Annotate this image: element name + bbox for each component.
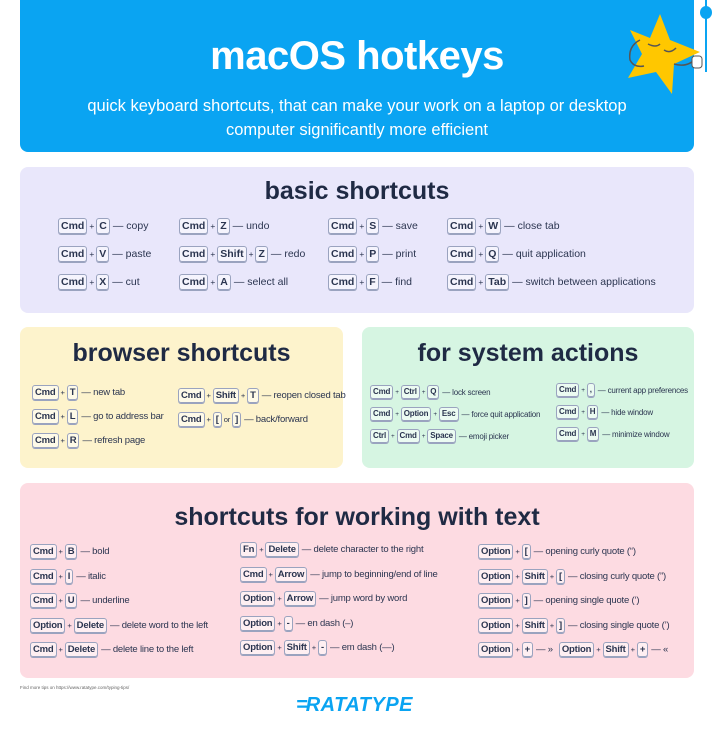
key-cap: U	[65, 593, 78, 608]
key-cap: Ctrl	[370, 429, 389, 443]
key-cap: ]	[232, 412, 241, 427]
plus-sign: +	[58, 596, 63, 605]
plus-sign: +	[60, 412, 65, 421]
key-cap: Option	[240, 616, 275, 631]
key-cap: Cmd	[328, 246, 357, 262]
plus-sign: +	[515, 620, 520, 630]
key-cap: V	[96, 246, 109, 262]
key-cap: Option	[478, 618, 513, 633]
key-cap: Cmd	[328, 218, 357, 234]
shortcut-item	[179, 274, 305, 290]
shortcut-item	[478, 618, 669, 633]
key-cap: Space	[427, 429, 456, 443]
key-cap: Cmd	[178, 388, 205, 403]
shortcut-item	[328, 218, 418, 234]
key-cap: Cmd	[397, 429, 420, 443]
key-cap: B	[65, 544, 78, 559]
key-cap: ]	[556, 618, 565, 633]
shortcut-description: — refresh page	[82, 435, 146, 446]
key-cap: Option	[478, 569, 513, 584]
key-cap: Cmd	[30, 544, 57, 559]
plus-sign: +	[277, 643, 282, 652]
shortcut-description: — reopen closed tab	[261, 390, 346, 401]
key-cap: Z	[217, 218, 229, 234]
or-label: or	[223, 415, 231, 424]
shortcut-item	[179, 246, 305, 262]
shortcut-description: — closing curly quote (”)	[567, 570, 666, 582]
plus-sign: +	[390, 432, 395, 440]
shortcut-description: — en dash (–)	[295, 617, 354, 629]
shortcut-item	[30, 569, 208, 584]
plus-sign: +	[549, 571, 555, 581]
page-title: macOS hotkeys	[210, 34, 504, 78]
plus-sign: +	[395, 410, 399, 418]
section-title: browser shortcuts	[72, 339, 291, 367]
section-title: basic shortcuts	[264, 177, 450, 205]
shortcut-item	[370, 385, 540, 399]
shortcut-description: — select all	[233, 276, 289, 288]
key-cap: +	[637, 642, 648, 657]
text-column	[30, 544, 208, 657]
shortcut-description: — force quit application	[461, 409, 541, 419]
key-cap: F	[366, 274, 378, 290]
key-cap: Q	[427, 385, 439, 399]
shortcut-item	[240, 567, 438, 582]
shortcut-item	[478, 569, 669, 584]
plus-sign: +	[515, 571, 520, 581]
shortcut-item	[240, 591, 438, 606]
key-cap: Cmd	[30, 569, 57, 584]
shortcut-description: — new tab	[81, 387, 125, 398]
key-cap: P	[366, 246, 379, 262]
key-cap: Cmd	[58, 218, 87, 234]
key-cap: T	[67, 385, 79, 400]
shortcut-description: — switch between applications	[512, 276, 656, 288]
system-column	[370, 385, 540, 443]
plus-sign: +	[478, 249, 484, 259]
key-cap: Cmd	[179, 218, 208, 234]
shortcut-description: — opening curly quote (“)	[533, 546, 636, 557]
key-cap: Fn	[240, 542, 257, 557]
shortcut-item	[240, 640, 438, 655]
key-cap: Shift	[284, 640, 310, 655]
key-cap: Cmd	[556, 383, 579, 397]
shortcut-description: — save	[382, 220, 418, 232]
key-cap: Delete	[74, 618, 107, 633]
plus-sign: +	[395, 388, 399, 396]
shortcut-item	[58, 218, 151, 234]
shortcut-item	[58, 246, 151, 262]
key-cap: R	[67, 433, 80, 448]
shortcut-item	[447, 274, 656, 290]
key-cap: Cmd	[30, 593, 57, 608]
text-column	[240, 542, 438, 655]
shortcut-item	[556, 427, 688, 441]
key-cap: Cmd	[556, 427, 579, 441]
plus-sign: +	[421, 388, 426, 396]
key-cap: Cmd	[178, 412, 205, 427]
plus-sign: +	[206, 415, 211, 424]
plus-sign: +	[89, 249, 95, 259]
key-cap: Tab	[485, 274, 509, 290]
key-cap: Shift	[213, 388, 239, 403]
plus-sign: +	[58, 547, 63, 556]
basic-column	[179, 218, 305, 290]
key-cap: Esc	[439, 407, 459, 421]
shortcut-item	[370, 429, 540, 443]
shortcut-item	[32, 433, 164, 448]
shortcut-description: — lock screen	[442, 387, 491, 397]
plus-sign: +	[311, 643, 317, 652]
key-cap: M	[587, 427, 599, 441]
plus-sign: +	[58, 571, 63, 581]
key-cap: Delete	[65, 642, 98, 657]
key-cap: Option	[240, 591, 275, 606]
browser-column	[178, 388, 346, 427]
key-cap: Arrow	[275, 567, 307, 582]
shortcut-description: — jump word by word	[319, 593, 408, 604]
key-cap: Option	[401, 407, 432, 421]
plus-sign: +	[596, 645, 601, 654]
plus-sign: +	[210, 277, 216, 287]
key-cap: A	[217, 274, 231, 290]
shortcut-description: — redo	[270, 248, 306, 260]
shortcut-item	[179, 218, 305, 234]
plus-sign: +	[277, 594, 282, 603]
key-cap: Option	[30, 618, 65, 633]
shortcut-item	[328, 274, 418, 290]
plus-sign: +	[433, 410, 437, 418]
key-cap: T	[247, 388, 259, 403]
key-cap: Q	[485, 246, 499, 262]
shortcut-item	[30, 593, 208, 608]
plus-sign: +	[630, 645, 635, 654]
shortcut-item	[370, 407, 540, 421]
key-cap: W	[485, 218, 501, 234]
key-cap: Shift	[522, 569, 548, 584]
plus-sign: +	[359, 249, 365, 259]
shortcut-item	[32, 409, 164, 424]
plus-sign: +	[359, 277, 365, 287]
shortcut-description: — «	[651, 644, 669, 655]
basic-column	[447, 218, 656, 290]
shortcut-description: — paste	[112, 248, 152, 260]
key-cap: Z	[255, 246, 267, 262]
plus-sign: +	[67, 620, 72, 630]
key-cap: [	[522, 544, 531, 559]
key-cap: Cmd	[328, 274, 357, 290]
shortcut-description: — copy	[112, 220, 149, 232]
plus-sign: +	[210, 221, 216, 231]
plus-sign: +	[60, 436, 65, 445]
key-cap: ]	[522, 593, 531, 608]
plus-sign: +	[259, 545, 264, 554]
star-mascot-icon	[620, 10, 708, 96]
shortcut-item	[30, 618, 208, 633]
key-cap: Option	[478, 642, 513, 657]
system-column	[556, 383, 688, 441]
shortcut-description: — undo	[232, 220, 270, 232]
key-cap: Cmd	[32, 385, 59, 400]
browser-column	[32, 385, 164, 448]
key-cap: S	[366, 218, 379, 234]
shortcut-description: — »	[536, 644, 553, 655]
key-cap: Arrow	[284, 591, 316, 606]
key-cap: Cmd	[370, 385, 393, 399]
key-cap: I	[65, 569, 73, 584]
plus-sign: +	[240, 391, 246, 400]
shortcut-description: — quit application	[502, 248, 586, 260]
shortcut-description: — bold	[80, 546, 110, 557]
plus-sign: +	[515, 645, 520, 654]
key-cap: Delete	[265, 542, 298, 557]
key-cap: Cmd	[447, 218, 476, 234]
key-cap: Shift	[522, 618, 548, 633]
plus-sign: +	[89, 277, 95, 287]
shortcut-description: — underline	[80, 595, 130, 606]
ratatype-logo: =RATATYPE	[296, 694, 414, 716]
shortcut-description: — minimize window	[602, 429, 670, 439]
key-cap: ,	[587, 383, 595, 397]
plus-sign: +	[210, 249, 216, 259]
key-cap: Option	[559, 642, 594, 657]
plus-sign: +	[277, 618, 282, 628]
basic-column	[58, 218, 151, 290]
shortcut-item	[478, 642, 669, 657]
plus-sign: +	[549, 620, 555, 630]
key-cap: Cmd	[240, 567, 267, 582]
plus-sign: +	[60, 388, 65, 397]
key-cap: L	[67, 409, 79, 424]
plus-sign: +	[268, 569, 273, 579]
key-cap: +	[522, 642, 533, 657]
plus-sign: +	[421, 432, 426, 440]
plus-sign: +	[478, 221, 484, 231]
section-title: for system actions	[417, 339, 639, 367]
plus-sign: +	[58, 645, 63, 654]
key-cap: C	[96, 218, 110, 234]
plus-sign: +	[581, 430, 585, 438]
shortcut-item	[447, 218, 656, 234]
key-cap: Cmd	[556, 405, 579, 419]
shortcut-description: — print	[382, 248, 417, 260]
shortcut-description: — back/forward	[244, 414, 308, 425]
plus-sign: +	[89, 221, 95, 231]
key-cap: Option	[478, 593, 513, 608]
plus-sign: +	[478, 277, 484, 287]
plus-sign: +	[515, 547, 520, 556]
shortcut-description: — delete character to the right	[301, 544, 424, 555]
plus-sign: +	[206, 391, 211, 400]
page-subtitle: quick keyboard shortcuts, that can make your work on a laptop or desktop computer significantly more efficient	[87, 97, 627, 139]
shortcut-item	[30, 642, 208, 657]
key-cap: H	[587, 405, 599, 419]
section-title: shortcuts for working with text	[174, 503, 540, 531]
shortcut-description: — emoji picker	[458, 431, 509, 441]
key-cap: Cmd	[179, 246, 208, 262]
key-cap: Ctrl	[401, 385, 420, 399]
shortcut-description: — closing single quote (’)	[567, 619, 670, 631]
key-cap: Cmd	[58, 246, 87, 262]
shortcut-description: — current app preferences	[597, 385, 688, 395]
key-cap: X	[96, 274, 109, 290]
key-cap: Cmd	[30, 642, 57, 657]
shortcut-item	[32, 385, 164, 400]
shortcut-item	[240, 616, 438, 631]
key-cap: Option	[478, 544, 513, 559]
key-cap: Shift	[217, 246, 246, 262]
shortcut-description: — opening single quote (‘)	[533, 595, 640, 606]
shortcut-description: — cut	[112, 276, 140, 288]
key-cap: Cmd	[370, 407, 393, 421]
footer-note: Find more tips on https://www.ratatype.com/typing-tips/	[20, 685, 130, 690]
shortcut-description: — close tab	[504, 220, 560, 232]
shortcut-description: — jump to beginning/end of line	[310, 568, 438, 580]
plus-sign: +	[581, 408, 585, 416]
key-cap: -	[284, 616, 293, 631]
shortcut-item	[30, 544, 208, 559]
shortcut-description: — find	[381, 276, 413, 288]
shortcut-item	[178, 388, 346, 403]
shortcut-description: — em dash (—)	[329, 642, 395, 653]
shortcut-item	[328, 246, 418, 262]
shortcut-item	[556, 405, 688, 419]
key-cap: [	[213, 412, 222, 427]
text-column	[478, 544, 669, 657]
shortcut-description: — hide window	[601, 407, 653, 417]
plus-sign: +	[248, 249, 254, 259]
plus-sign: +	[515, 596, 520, 605]
shortcut-item	[178, 412, 346, 427]
key-cap: Cmd	[179, 274, 208, 290]
key-cap: [	[556, 569, 565, 584]
shortcut-item	[478, 544, 669, 559]
plus-sign: +	[359, 221, 365, 231]
shortcut-description: — delete word to the left	[109, 619, 208, 631]
shortcut-item	[556, 383, 688, 397]
basic-column	[328, 218, 418, 290]
shortcut-item	[447, 246, 656, 262]
key-cap: Cmd	[447, 274, 476, 290]
shortcut-item	[58, 274, 151, 290]
plus-sign: +	[581, 386, 585, 394]
key-cap: Option	[240, 640, 275, 655]
shortcut-description: — delete line to the left	[101, 644, 194, 655]
shortcut-description: — go to address bar	[81, 411, 164, 422]
key-cap: Cmd	[32, 433, 59, 448]
key-cap: Shift	[603, 642, 629, 657]
key-cap: Cmd	[58, 274, 87, 290]
key-cap: Cmd	[447, 246, 476, 262]
shortcut-item	[478, 593, 669, 608]
shortcut-item	[240, 542, 438, 557]
key-cap: Cmd	[32, 409, 59, 424]
key-cap: -	[318, 640, 327, 655]
shortcut-description: — italic	[76, 570, 106, 582]
header-banner	[20, 0, 694, 152]
